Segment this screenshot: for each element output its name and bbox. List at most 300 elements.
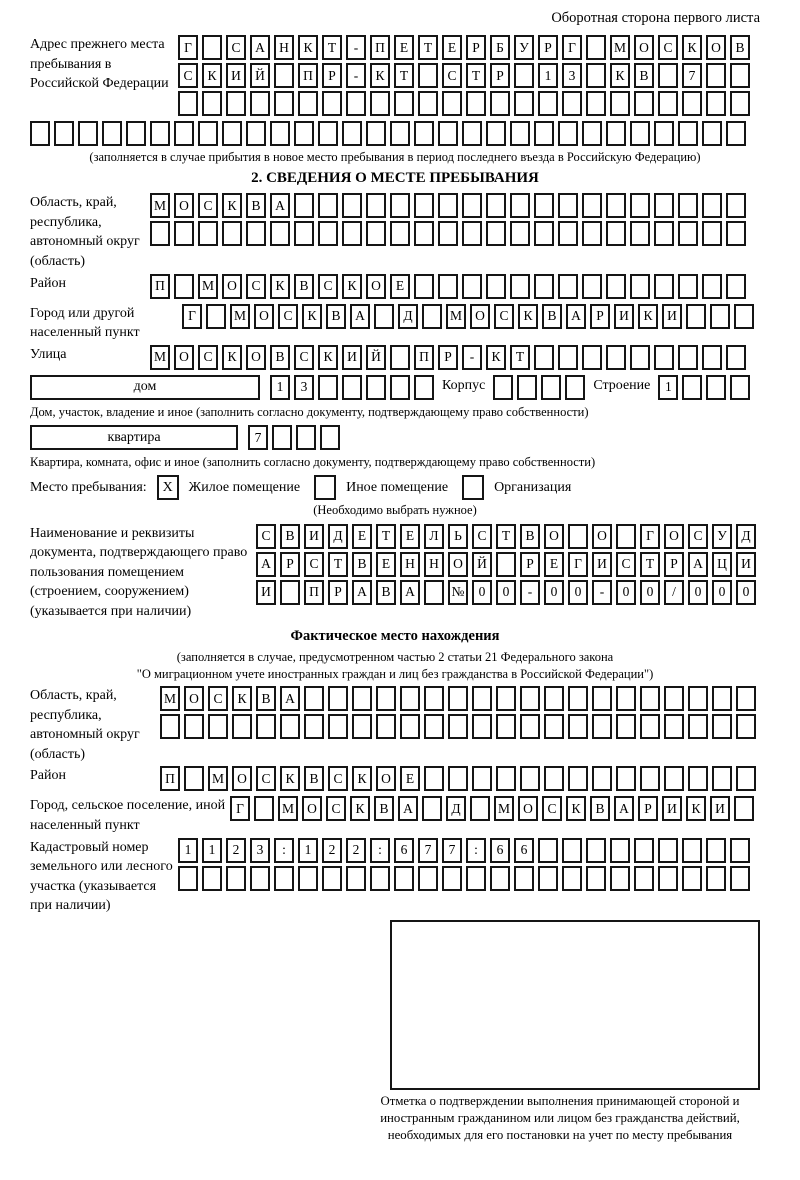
char-cell[interactable] <box>322 866 342 891</box>
char-cell[interactable] <box>702 345 722 370</box>
char-cell[interactable] <box>304 714 324 739</box>
char-cell[interactable] <box>610 866 630 891</box>
char-cell[interactable]: М <box>278 796 298 821</box>
char-cell[interactable]: М <box>150 193 170 218</box>
char-cell[interactable] <box>376 686 396 711</box>
char-cell[interactable] <box>486 274 506 299</box>
char-cell[interactable] <box>414 121 434 146</box>
char-cell[interactable] <box>726 274 746 299</box>
char-cell[interactable] <box>274 63 294 88</box>
char-cell[interactable] <box>514 63 534 88</box>
char-cell[interactable] <box>686 304 706 329</box>
char-cell[interactable]: О <box>222 274 242 299</box>
char-cell[interactable] <box>634 838 654 863</box>
char-cell[interactable]: 0 <box>712 580 732 605</box>
char-cell[interactable]: В <box>542 304 562 329</box>
char-cell[interactable] <box>202 91 222 116</box>
char-cell[interactable] <box>682 91 702 116</box>
char-cell[interactable] <box>294 193 314 218</box>
char-cell[interactable]: С <box>304 552 324 577</box>
char-cell[interactable] <box>296 425 316 450</box>
char-cell[interactable]: Й <box>472 552 492 577</box>
char-cell[interactable]: П <box>150 274 170 299</box>
char-cell[interactable]: В <box>520 524 540 549</box>
char-cell[interactable]: Г <box>230 796 250 821</box>
char-cell[interactable]: К <box>686 796 706 821</box>
char-cell[interactable]: И <box>226 63 246 88</box>
char-cell[interactable]: С <box>328 766 348 791</box>
char-cell[interactable] <box>448 766 468 791</box>
char-cell[interactable]: Н <box>274 35 294 60</box>
char-cell[interactable] <box>730 375 750 400</box>
char-cell[interactable]: А <box>398 796 418 821</box>
char-cell[interactable] <box>254 796 274 821</box>
char-cell[interactable] <box>462 193 482 218</box>
char-cell[interactable]: К <box>232 686 252 711</box>
char-cell[interactable] <box>400 714 420 739</box>
char-cell[interactable]: Т <box>322 35 342 60</box>
char-cell[interactable] <box>318 375 338 400</box>
char-cell[interactable] <box>272 425 292 450</box>
char-cell[interactable] <box>702 274 722 299</box>
char-cell[interactable] <box>422 304 442 329</box>
char-cell[interactable] <box>178 866 198 891</box>
char-cell[interactable] <box>664 686 684 711</box>
char-cell[interactable] <box>544 766 564 791</box>
char-cell[interactable] <box>736 766 756 791</box>
char-cell[interactable] <box>726 345 746 370</box>
char-cell[interactable]: Б <box>490 35 510 60</box>
char-cell[interactable]: Е <box>544 552 564 577</box>
char-cell[interactable] <box>520 714 540 739</box>
char-cell[interactable] <box>250 91 270 116</box>
char-cell[interactable] <box>366 121 386 146</box>
char-cell[interactable]: Ц <box>712 552 732 577</box>
char-cell[interactable]: Г <box>568 552 588 577</box>
char-cell[interactable]: К <box>202 63 222 88</box>
char-cell[interactable] <box>582 121 602 146</box>
char-cell[interactable]: Р <box>590 304 610 329</box>
char-cell[interactable]: Д <box>446 796 466 821</box>
char-cell[interactable]: В <box>376 580 396 605</box>
char-cell[interactable]: Н <box>400 552 420 577</box>
char-cell[interactable]: 2 <box>346 838 366 863</box>
char-cell[interactable] <box>640 714 660 739</box>
char-cell[interactable]: В <box>270 345 290 370</box>
char-cell[interactable] <box>270 121 290 146</box>
char-cell[interactable]: 1 <box>202 838 222 863</box>
char-cell[interactable] <box>448 714 468 739</box>
char-cell[interactable]: С <box>256 524 276 549</box>
char-cell[interactable]: С <box>246 274 266 299</box>
char-cell[interactable] <box>730 63 750 88</box>
char-cell[interactable] <box>466 866 486 891</box>
char-cell[interactable] <box>352 686 372 711</box>
char-cell[interactable]: Е <box>390 274 410 299</box>
char-cell[interactable]: А <box>400 580 420 605</box>
char-cell[interactable] <box>730 91 750 116</box>
char-cell[interactable]: С <box>198 345 218 370</box>
char-cell[interactable] <box>582 193 602 218</box>
char-cell[interactable] <box>534 221 554 246</box>
char-cell[interactable] <box>448 686 468 711</box>
char-cell[interactable] <box>592 714 612 739</box>
char-cell[interactable] <box>376 714 396 739</box>
char-cell[interactable]: Р <box>538 35 558 60</box>
char-cell[interactable] <box>490 866 510 891</box>
char-cell[interactable] <box>418 63 438 88</box>
char-cell[interactable]: 2 <box>226 838 246 863</box>
char-cell[interactable] <box>702 221 722 246</box>
char-cell[interactable]: Р <box>664 552 684 577</box>
char-cell[interactable]: В <box>634 63 654 88</box>
char-cell[interactable] <box>630 193 650 218</box>
char-cell[interactable]: М <box>610 35 630 60</box>
char-cell[interactable] <box>246 121 266 146</box>
char-cell[interactable]: О <box>518 796 538 821</box>
char-cell[interactable] <box>610 838 630 863</box>
char-cell[interactable]: Р <box>438 345 458 370</box>
char-cell[interactable] <box>472 714 492 739</box>
char-cell[interactable]: Й <box>250 63 270 88</box>
char-cell[interactable] <box>658 838 678 863</box>
char-cell[interactable]: 7 <box>442 838 462 863</box>
char-cell[interactable] <box>658 91 678 116</box>
char-cell[interactable] <box>541 375 561 400</box>
dom-field[interactable]: дом <box>30 375 260 400</box>
char-cell[interactable] <box>232 714 252 739</box>
char-cell[interactable]: О <box>174 193 194 218</box>
char-cell[interactable] <box>222 221 242 246</box>
char-cell[interactable]: Т <box>640 552 660 577</box>
char-cell[interactable] <box>150 221 170 246</box>
char-cell[interactable] <box>394 866 414 891</box>
char-cell[interactable]: Т <box>376 524 396 549</box>
char-cell[interactable] <box>654 221 674 246</box>
char-cell[interactable] <box>370 91 390 116</box>
char-cell[interactable] <box>418 91 438 116</box>
char-cell[interactable]: И <box>592 552 612 577</box>
char-cell[interactable] <box>486 121 506 146</box>
char-cell[interactable] <box>352 714 372 739</box>
char-cell[interactable]: 0 <box>688 580 708 605</box>
char-cell[interactable]: 0 <box>616 580 636 605</box>
char-cell[interactable] <box>582 274 602 299</box>
char-cell[interactable] <box>592 686 612 711</box>
char-cell[interactable] <box>586 838 606 863</box>
char-cell[interactable]: А <box>256 552 276 577</box>
char-cell[interactable]: О <box>592 524 612 549</box>
char-cell[interactable]: - <box>520 580 540 605</box>
char-cell[interactable] <box>322 91 342 116</box>
char-cell[interactable] <box>658 866 678 891</box>
char-cell[interactable]: С <box>494 304 514 329</box>
char-cell[interactable] <box>490 91 510 116</box>
kvartira-field[interactable]: квартира <box>30 425 238 450</box>
char-cell[interactable]: К <box>486 345 506 370</box>
char-cell[interactable]: Й <box>366 345 386 370</box>
char-cell[interactable]: К <box>270 274 290 299</box>
char-cell[interactable]: 0 <box>736 580 756 605</box>
char-cell[interactable]: М <box>160 686 180 711</box>
char-cell[interactable] <box>318 121 338 146</box>
char-cell[interactable] <box>534 345 554 370</box>
char-cell[interactable]: К <box>298 35 318 60</box>
char-cell[interactable] <box>346 91 366 116</box>
char-cell[interactable] <box>568 714 588 739</box>
char-cell[interactable] <box>370 866 390 891</box>
char-cell[interactable]: Р <box>490 63 510 88</box>
char-cell[interactable]: А <box>566 304 586 329</box>
char-cell[interactable]: П <box>304 580 324 605</box>
char-cell[interactable] <box>517 375 537 400</box>
char-cell[interactable]: А <box>250 35 270 60</box>
char-cell[interactable]: С <box>226 35 246 60</box>
char-cell[interactable] <box>318 193 338 218</box>
char-cell[interactable]: О <box>302 796 322 821</box>
char-cell[interactable] <box>520 766 540 791</box>
char-cell[interactable] <box>366 375 386 400</box>
char-cell[interactable] <box>126 121 146 146</box>
char-cell[interactable]: : <box>370 838 390 863</box>
char-cell[interactable] <box>294 221 314 246</box>
char-cell[interactable]: 6 <box>394 838 414 863</box>
char-cell[interactable]: Л <box>424 524 444 549</box>
char-cell[interactable] <box>606 274 626 299</box>
char-cell[interactable]: О <box>470 304 490 329</box>
char-cell[interactable] <box>658 63 678 88</box>
char-cell[interactable] <box>462 274 482 299</box>
char-cell[interactable]: О <box>706 35 726 60</box>
char-cell[interactable] <box>634 91 654 116</box>
char-cell[interactable]: О <box>232 766 252 791</box>
char-cell[interactable] <box>678 221 698 246</box>
char-cell[interactable]: И <box>256 580 276 605</box>
char-cell[interactable] <box>544 714 564 739</box>
char-cell[interactable] <box>616 766 636 791</box>
char-cell[interactable]: А <box>352 580 372 605</box>
char-cell[interactable]: Т <box>418 35 438 60</box>
char-cell[interactable] <box>688 766 708 791</box>
char-cell[interactable] <box>678 345 698 370</box>
char-cell[interactable]: 1 <box>178 838 198 863</box>
char-cell[interactable]: Г <box>562 35 582 60</box>
char-cell[interactable] <box>734 796 754 821</box>
char-cell[interactable] <box>682 838 702 863</box>
char-cell[interactable] <box>534 274 554 299</box>
checkbox-organizatsiya[interactable] <box>462 475 484 500</box>
char-cell[interactable]: С <box>658 35 678 60</box>
char-cell[interactable] <box>586 35 606 60</box>
char-cell[interactable] <box>654 345 674 370</box>
char-cell[interactable]: Ь <box>448 524 468 549</box>
char-cell[interactable]: К <box>222 193 242 218</box>
char-cell[interactable]: 2 <box>322 838 342 863</box>
char-cell[interactable] <box>730 866 750 891</box>
char-cell[interactable] <box>472 766 492 791</box>
char-cell[interactable]: С <box>542 796 562 821</box>
char-cell[interactable] <box>328 714 348 739</box>
char-cell[interactable] <box>442 866 462 891</box>
char-cell[interactable] <box>274 91 294 116</box>
char-cell[interactable]: К <box>682 35 702 60</box>
char-cell[interactable] <box>424 686 444 711</box>
char-cell[interactable]: - <box>592 580 612 605</box>
char-cell[interactable]: - <box>346 35 366 60</box>
char-cell[interactable] <box>688 686 708 711</box>
char-cell[interactable]: Г <box>178 35 198 60</box>
char-cell[interactable] <box>438 274 458 299</box>
char-cell[interactable] <box>582 345 602 370</box>
char-cell[interactable] <box>438 193 458 218</box>
char-cell[interactable]: С <box>318 274 338 299</box>
char-cell[interactable] <box>174 121 194 146</box>
char-cell[interactable] <box>442 91 462 116</box>
char-cell[interactable]: О <box>246 345 266 370</box>
char-cell[interactable] <box>640 766 660 791</box>
char-cell[interactable] <box>654 121 674 146</box>
char-cell[interactable]: С <box>326 796 346 821</box>
char-cell[interactable] <box>198 221 218 246</box>
char-cell[interactable]: К <box>638 304 658 329</box>
char-cell[interactable]: О <box>254 304 274 329</box>
char-cell[interactable] <box>418 866 438 891</box>
char-cell[interactable]: В <box>246 193 266 218</box>
char-cell[interactable] <box>702 121 722 146</box>
char-cell[interactable] <box>586 63 606 88</box>
char-cell[interactable] <box>280 714 300 739</box>
char-cell[interactable]: 0 <box>568 580 588 605</box>
char-cell[interactable]: Т <box>394 63 414 88</box>
char-cell[interactable]: И <box>304 524 324 549</box>
char-cell[interactable]: С <box>442 63 462 88</box>
char-cell[interactable] <box>630 221 650 246</box>
char-cell[interactable] <box>538 838 558 863</box>
char-cell[interactable] <box>606 221 626 246</box>
char-cell[interactable] <box>510 193 530 218</box>
char-cell[interactable]: О <box>174 345 194 370</box>
char-cell[interactable]: О <box>664 524 684 549</box>
char-cell[interactable] <box>562 866 582 891</box>
char-cell[interactable] <box>414 274 434 299</box>
char-cell[interactable] <box>493 375 513 400</box>
char-cell[interactable]: К <box>610 63 630 88</box>
char-cell[interactable]: В <box>304 766 324 791</box>
char-cell[interactable] <box>610 91 630 116</box>
char-cell[interactable]: М <box>230 304 250 329</box>
char-cell[interactable] <box>342 375 362 400</box>
char-cell[interactable] <box>226 866 246 891</box>
char-cell[interactable]: М <box>198 274 218 299</box>
char-cell[interactable] <box>226 91 246 116</box>
char-cell[interactable]: 3 <box>250 838 270 863</box>
char-cell[interactable] <box>544 686 564 711</box>
char-cell[interactable] <box>736 686 756 711</box>
char-cell[interactable] <box>160 714 180 739</box>
char-cell[interactable]: Е <box>400 524 420 549</box>
char-cell[interactable] <box>736 714 756 739</box>
char-cell[interactable]: Е <box>442 35 462 60</box>
char-cell[interactable] <box>270 221 290 246</box>
char-cell[interactable]: К <box>318 345 338 370</box>
char-cell[interactable]: 7 <box>248 425 268 450</box>
char-cell[interactable] <box>342 221 362 246</box>
char-cell[interactable] <box>706 91 726 116</box>
char-cell[interactable]: У <box>514 35 534 60</box>
char-cell[interactable]: Р <box>466 35 486 60</box>
char-cell[interactable] <box>514 866 534 891</box>
char-cell[interactable] <box>510 274 530 299</box>
char-cell[interactable] <box>606 345 626 370</box>
char-cell[interactable] <box>706 866 726 891</box>
char-cell[interactable]: Р <box>328 580 348 605</box>
char-cell[interactable] <box>678 121 698 146</box>
char-cell[interactable] <box>654 274 674 299</box>
checkbox-inoe[interactable] <box>314 475 336 500</box>
char-cell[interactable] <box>178 91 198 116</box>
char-cell[interactable]: 1 <box>298 838 318 863</box>
char-cell[interactable]: Р <box>638 796 658 821</box>
char-cell[interactable]: К <box>370 63 390 88</box>
char-cell[interactable]: У <box>712 524 732 549</box>
char-cell[interactable] <box>664 714 684 739</box>
char-cell[interactable] <box>558 193 578 218</box>
char-cell[interactable]: С <box>178 63 198 88</box>
char-cell[interactable]: П <box>298 63 318 88</box>
char-cell[interactable] <box>496 552 516 577</box>
char-cell[interactable] <box>616 686 636 711</box>
char-cell[interactable] <box>538 91 558 116</box>
char-cell[interactable] <box>424 766 444 791</box>
char-cell[interactable] <box>634 866 654 891</box>
char-cell[interactable] <box>712 714 732 739</box>
char-cell[interactable] <box>346 866 366 891</box>
char-cell[interactable] <box>712 686 732 711</box>
char-cell[interactable] <box>394 91 414 116</box>
char-cell[interactable] <box>702 193 722 218</box>
char-cell[interactable] <box>470 796 490 821</box>
char-cell[interactable]: В <box>326 304 346 329</box>
char-cell[interactable] <box>318 221 338 246</box>
char-cell[interactable] <box>304 686 324 711</box>
char-cell[interactable] <box>342 193 362 218</box>
char-cell[interactable]: Д <box>736 524 756 549</box>
char-cell[interactable] <box>206 304 226 329</box>
char-cell[interactable]: В <box>294 274 314 299</box>
char-cell[interactable]: С <box>198 193 218 218</box>
char-cell[interactable]: О <box>366 274 386 299</box>
char-cell[interactable]: С <box>256 766 276 791</box>
char-cell[interactable] <box>390 193 410 218</box>
char-cell[interactable] <box>726 193 746 218</box>
char-cell[interactable] <box>414 193 434 218</box>
char-cell[interactable] <box>30 121 50 146</box>
char-cell[interactable]: Т <box>328 552 348 577</box>
char-cell[interactable]: С <box>616 552 636 577</box>
char-cell[interactable] <box>558 221 578 246</box>
char-cell[interactable] <box>630 121 650 146</box>
char-cell[interactable]: : <box>274 838 294 863</box>
char-cell[interactable]: 1 <box>538 63 558 88</box>
char-cell[interactable]: М <box>150 345 170 370</box>
char-cell[interactable]: К <box>222 345 242 370</box>
char-cell[interactable] <box>710 304 730 329</box>
char-cell[interactable] <box>496 714 516 739</box>
char-cell[interactable] <box>298 866 318 891</box>
char-cell[interactable]: А <box>614 796 634 821</box>
char-cell[interactable]: И <box>662 304 682 329</box>
char-cell[interactable] <box>54 121 74 146</box>
